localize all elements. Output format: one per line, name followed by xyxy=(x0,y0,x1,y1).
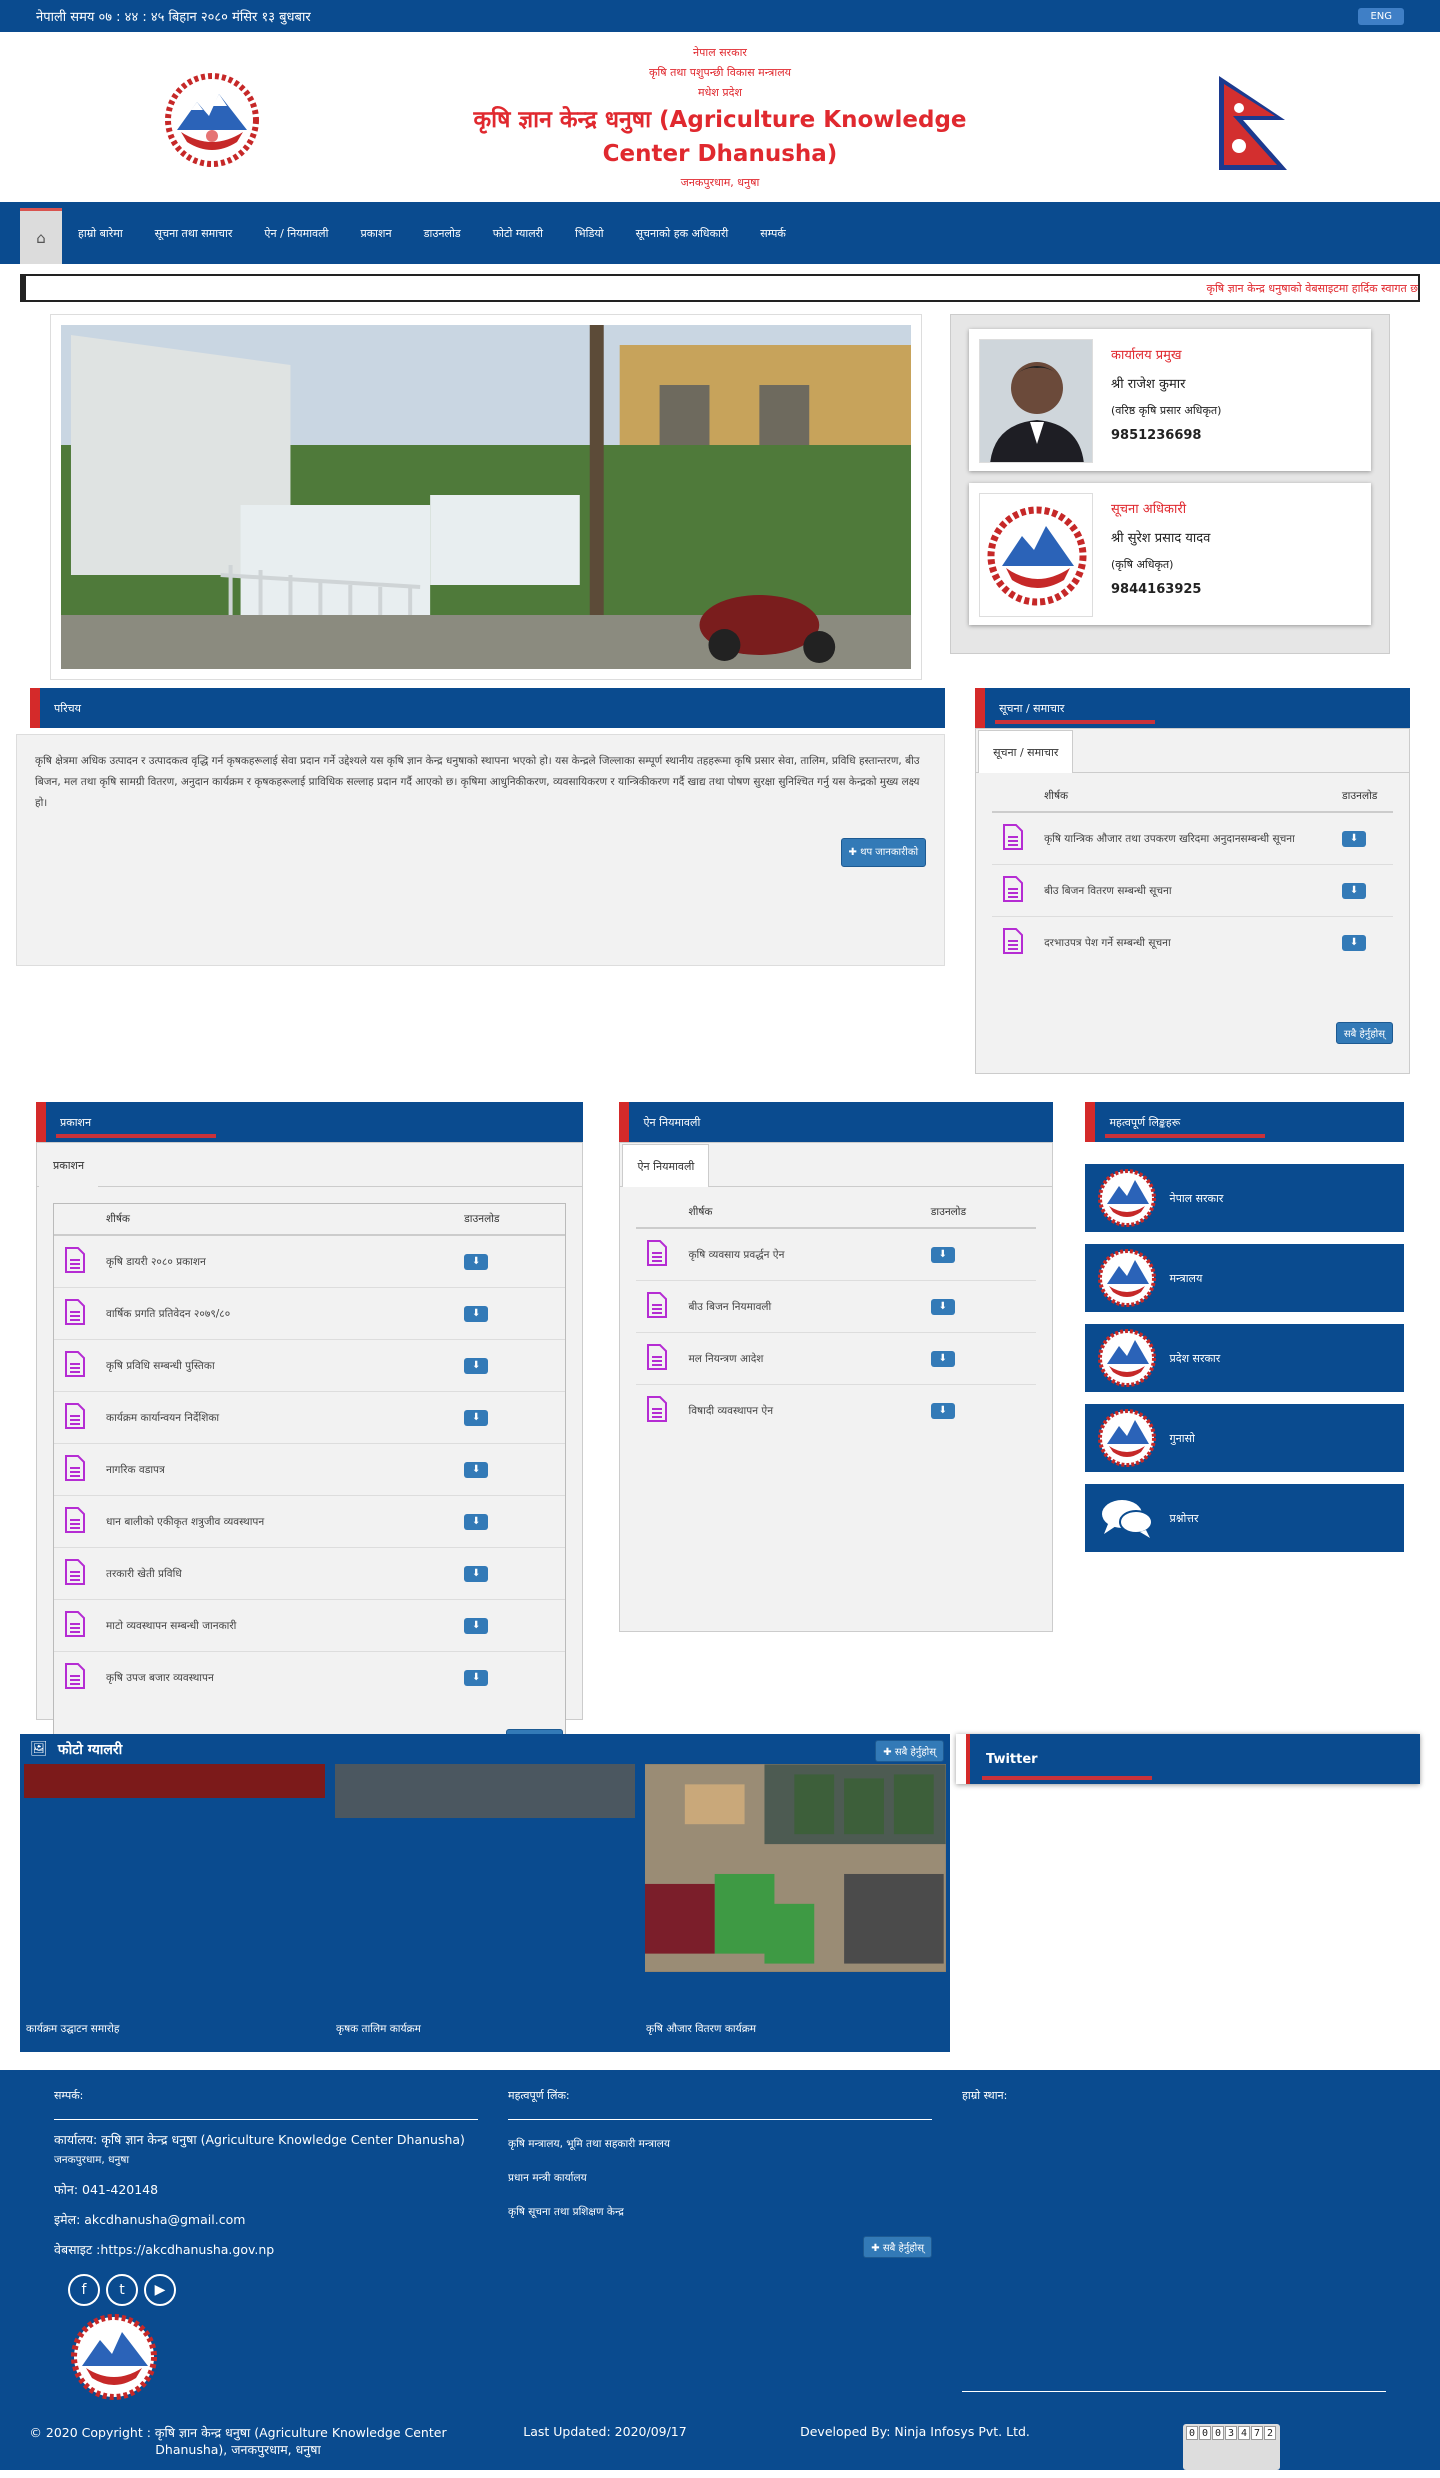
language-toggle-button[interactable]: ENG xyxy=(1358,8,1404,25)
nav-news[interactable]: सूचना तथा समाचार xyxy=(154,226,233,240)
notices-heading-text: सूचना / समाचार xyxy=(999,701,1065,715)
image-slider[interactable] xyxy=(50,314,922,680)
table-row xyxy=(54,1548,565,1600)
document-icon xyxy=(1002,875,1024,903)
column-download: डाउनलोड xyxy=(1332,781,1393,812)
publication-title[interactable]: कृषि उपज बजार व्यवस्थापन xyxy=(96,1652,454,1704)
table-row xyxy=(992,812,1393,865)
staff-position: (कृषि अधिकृत) xyxy=(1111,558,1174,571)
staff-phone: 9851236698 xyxy=(1111,428,1202,443)
nav-downloads[interactable]: डाउनलोड xyxy=(423,226,461,240)
staff-name: श्री सुरेश प्रसाद यादव xyxy=(1111,531,1211,546)
intro-heading-text: परिचय xyxy=(54,701,81,715)
quick-links-heading-text: महत्वपूर्ण लिङ्कहरू xyxy=(1109,1115,1181,1129)
publication-title[interactable]: धान बालीको एकीकृत शत्रुजीव व्यवस्थापन xyxy=(96,1496,454,1548)
staff-role: सूचना अधिकारी xyxy=(1111,502,1187,517)
footer-office: कार्यालय: कृषि ज्ञान केन्द्र धनुषा (Agriculture Knowledge Center Dhanusha) xyxy=(54,2132,465,2147)
photo-gallery xyxy=(20,1734,950,2052)
intro-body xyxy=(16,734,945,966)
quick-link-item[interactable] xyxy=(1085,1324,1404,1392)
table-row xyxy=(54,1288,565,1340)
staff-emblem xyxy=(979,493,1093,617)
footer-map-heading: हाम्रो स्थान: xyxy=(962,2089,1008,2102)
table-row xyxy=(54,1235,565,1288)
news-ticker xyxy=(20,274,1420,302)
publication-title[interactable]: वार्षिक प्रगति प्रतिवेदन २०७९/८० xyxy=(96,1288,454,1340)
quick-link-item[interactable] xyxy=(1085,1244,1404,1312)
notices-all-button[interactable]: सबै हेर्नुहोस् xyxy=(1336,1022,1393,1044)
gallery-thumbnail[interactable] xyxy=(645,1764,946,1972)
table-row xyxy=(636,1228,1036,1281)
table-row xyxy=(54,1496,565,1548)
facebook-icon[interactable]: f xyxy=(68,2274,100,2306)
emblem-icon xyxy=(1093,1164,1161,1232)
chat-bubbles-icon xyxy=(1093,1484,1161,1552)
counter-digit: 2 xyxy=(1264,2426,1276,2440)
twitter-icon[interactable]: t xyxy=(106,2274,138,2306)
counter-digit: 7 xyxy=(1251,2426,1263,2440)
document-icon xyxy=(646,1343,668,1371)
document-icon xyxy=(64,1298,86,1326)
quick-link-item[interactable] xyxy=(1085,1164,1404,1232)
nav-video[interactable]: भिडियो xyxy=(575,226,604,240)
column-title: शीर्षक xyxy=(1034,781,1332,812)
download-icon[interactable]: ⬇ xyxy=(931,1299,955,1315)
quick-link-label: गुनासो xyxy=(1169,1431,1195,1445)
act-title[interactable]: कृषि व्यवसाय प्रवर्द्धन ऐन xyxy=(678,1228,920,1281)
document-icon xyxy=(646,1239,668,1267)
publication-title[interactable]: कृषि डायरी २०८० प्रकाशन xyxy=(96,1235,454,1288)
table-row xyxy=(992,865,1393,917)
document-icon xyxy=(1002,823,1024,851)
intro-more-button[interactable]: ✚ थप जानकारीको xyxy=(841,838,927,867)
column-title: शीर्षक xyxy=(96,1204,454,1235)
publication-title[interactable]: तरकारी खेती प्रविधि xyxy=(96,1548,454,1600)
table-row xyxy=(54,1600,565,1652)
publication-title[interactable]: कार्यक्रम कार्यान्वयन निर्देशिका xyxy=(96,1392,454,1444)
staff-card xyxy=(969,483,1371,625)
footer-links-heading: महत्वपूर्ण लिंक: xyxy=(508,2082,932,2120)
tab-notices[interactable]: सूचना / समाचार xyxy=(978,730,1073,773)
document-icon xyxy=(64,1558,86,1586)
table-row xyxy=(54,1652,565,1704)
publications-heading-text: प्रकाशन xyxy=(60,1115,92,1129)
nav-info-officer[interactable]: सूचनाको हक अधिकारी xyxy=(635,226,729,240)
notices-table xyxy=(992,781,1393,968)
map-embed[interactable] xyxy=(962,2120,1386,2392)
gallery-caption: कृषि औजार वितरण कार्यक्रम xyxy=(646,2023,757,2035)
copyright: © 2020 Copyright : कृषि ज्ञान केन्द्र धनुषा (Agriculture Knowledge Center Dhanusha), जनकपुरधाम, धनुषा xyxy=(29,2425,447,2457)
date-time: नेपाली समय ०७ : ४४ : ४५ बिहान २०८० मंसिर १३ बुधबार xyxy=(36,10,311,25)
document-icon xyxy=(64,1350,86,1378)
gallery-thumbnail[interactable] xyxy=(335,1764,636,1818)
staff-photo xyxy=(979,339,1093,463)
nav-acts[interactable]: ऐन / नियमावली xyxy=(264,226,329,240)
visitor-counter xyxy=(1183,2424,1280,2470)
document-icon xyxy=(1002,927,1024,955)
notice-title[interactable]: कृषि यान्त्रिक औजार तथा उपकरण खरिदमा अनुदानसम्बन्धी सूचना xyxy=(1034,812,1332,865)
quick-link-item[interactable] xyxy=(1085,1404,1404,1472)
download-icon[interactable]: ⬇ xyxy=(931,1351,955,1367)
youtube-icon[interactable]: ▶ xyxy=(144,2274,176,2306)
footer-contact-heading: सम्पर्क: xyxy=(54,2082,478,2120)
emblem-icon xyxy=(1093,1404,1161,1472)
footer-links-all-button[interactable]: ✚ सबै हेर्नुहोस् xyxy=(863,2236,932,2258)
document-icon xyxy=(64,1610,86,1638)
download-icon[interactable]: ⬇ xyxy=(464,1566,488,1582)
emblem-icon xyxy=(1093,1324,1161,1392)
office-photo xyxy=(61,325,911,669)
government-emblem-logo xyxy=(157,72,267,168)
download-icon[interactable]: ⬇ xyxy=(464,1514,488,1530)
counter-digit: 0 xyxy=(1199,2426,1211,2440)
column-download: डाउनलोड xyxy=(921,1197,1037,1228)
publication-title[interactable]: कृषि प्रविधि सम्बन्धी पुस्तिका xyxy=(96,1340,454,1392)
quick-link-label: मन्त्रालय xyxy=(1169,1271,1203,1285)
counter-digit: 3 xyxy=(1225,2426,1237,2440)
last-updated: Last Updated: 2020/09/17 xyxy=(523,2424,687,2439)
download-icon[interactable]: ⬇ xyxy=(931,1403,955,1419)
document-icon xyxy=(646,1291,668,1319)
twitter-heading-text: Twitter xyxy=(986,1751,1038,1767)
document-icon xyxy=(64,1402,86,1430)
staff-role: कार्यालय प्रमुख xyxy=(1111,348,1182,363)
quick-link-label: नेपाल सरकार xyxy=(1169,1191,1224,1205)
gallery-caption: कार्यक्रम उद्घाटन समारोह xyxy=(26,2023,120,2035)
twitter-widget-heading xyxy=(956,1734,1420,1784)
notice-title[interactable]: दरभाउपत्र पेश गर्ने सम्बन्धी सूचना xyxy=(1034,917,1332,969)
document-icon xyxy=(64,1246,86,1274)
acts-heading-text: ऐन नियमावली xyxy=(643,1115,701,1129)
footer-address: जनकपुरधाम, धनुषा xyxy=(54,2154,130,2166)
gallery-caption: कृषक तालिम कार्यक्रम xyxy=(336,2023,421,2035)
emblem-icon xyxy=(1093,1244,1161,1312)
act-title[interactable]: मल नियन्त्रण आदेश xyxy=(678,1333,920,1385)
table-row xyxy=(636,1385,1036,1437)
table-row xyxy=(54,1392,565,1444)
office-title: कृषि ज्ञान केन्द्र धनुषा (Agriculture Knowledge Center Dhanusha) xyxy=(473,106,967,167)
image-icon: 🖼 xyxy=(30,1741,48,1757)
intro-more-label: थप जानकारीको xyxy=(860,847,919,858)
download-icon[interactable]: ⬇ xyxy=(464,1618,488,1634)
quick-link-label: प्रश्नोत्तर xyxy=(1169,1511,1199,1525)
gallery-all-label: सबै हेर्नुहोस् xyxy=(894,1747,936,1758)
table-row xyxy=(992,917,1393,969)
staff-panel xyxy=(950,314,1390,654)
footer-link[interactable]: कृषि सूचना तथा प्रशिक्षण केन्द्र xyxy=(508,2206,624,2218)
gallery-all-button[interactable]: ✚ सबै हेर्नुहोस् xyxy=(875,1740,944,1762)
acts-table xyxy=(636,1197,1036,1436)
publications-table xyxy=(54,1204,565,1703)
notice-title[interactable]: बीउ बिजन वितरण सम्बन्धी सूचना xyxy=(1034,865,1332,917)
footer-link[interactable]: प्रधान मन्त्री कार्यालय xyxy=(508,2172,587,2184)
office-address: जनकपुरधाम, धनुषा xyxy=(680,175,760,189)
counter-digit: 0 xyxy=(1186,2426,1198,2440)
document-icon xyxy=(64,1662,86,1690)
counter-digit: 0 xyxy=(1212,2426,1224,2440)
download-icon[interactable]: ⬇ xyxy=(464,1410,488,1426)
nav-publications[interactable]: प्रकाशन xyxy=(360,226,392,240)
table-row xyxy=(636,1333,1036,1385)
table-row xyxy=(54,1340,565,1392)
download-icon[interactable]: ⬇ xyxy=(464,1306,488,1322)
publication-title[interactable]: माटो व्यवस्थापन सम्बन्धी जानकारी xyxy=(96,1600,454,1652)
document-icon xyxy=(64,1506,86,1534)
site-footer xyxy=(0,2070,1440,2470)
staff-card xyxy=(969,329,1371,471)
table-row xyxy=(54,1444,565,1496)
download-icon[interactable]: ⬇ xyxy=(1342,935,1366,951)
notices-heading xyxy=(975,688,1410,728)
act-title[interactable]: विषादी व्यवस्थापन ऐन xyxy=(678,1385,920,1437)
top-bar xyxy=(0,0,1440,32)
download-icon[interactable]: ⬇ xyxy=(464,1358,488,1374)
counter-digit: 4 xyxy=(1238,2426,1250,2440)
download-icon[interactable]: ⬇ xyxy=(1342,831,1366,847)
main-navigation xyxy=(0,202,1440,264)
tab-acts[interactable]: ऐन नियमावली xyxy=(622,1144,709,1187)
acts-heading xyxy=(619,1102,1053,1142)
document-icon xyxy=(64,1454,86,1482)
gallery-heading: फोटो ग्यालरी xyxy=(57,1741,123,1758)
header-line-province: मधेश प्रदेश xyxy=(698,85,742,99)
nepal-flag-icon xyxy=(1215,74,1291,174)
header-line-ministry: कृषि तथा पशुपन्छी विकास मन्त्रालय xyxy=(648,65,792,79)
header-line-government: नेपाल सरकार xyxy=(693,45,747,59)
publications-heading xyxy=(36,1102,583,1142)
news-ticker-text[interactable]: कृषि ज्ञान केन्द्र धनुषाको वेबसाइटमा हार्दिक स्वागत छ xyxy=(1206,282,1418,295)
nav-contact[interactable]: सम्पर्क xyxy=(760,226,786,240)
quick-link-label: प्रदेश सरकार xyxy=(1169,1351,1221,1365)
site-header xyxy=(135,32,1305,200)
quick-link-item[interactable] xyxy=(1085,1484,1404,1552)
document-icon xyxy=(646,1395,668,1423)
tab-publications[interactable]: प्रकाशन xyxy=(39,1144,98,1187)
act-title[interactable]: बीउ बिजन नियमावली xyxy=(678,1281,920,1333)
staff-position: (वरिष्ठ कृषि प्रसार अधिकृत) xyxy=(1111,404,1222,417)
footer-link[interactable]: कृषि मन्त्रालय, भूमि तथा सहकारी मन्त्रालय xyxy=(508,2138,670,2150)
footer-emblem-logo xyxy=(64,2312,164,2402)
footer-website[interactable]: वेबसाइट :https://akcdhanusha.gov.np xyxy=(54,2242,275,2257)
footer-email[interactable]: इमेल: akcdhanusha@gmail.com xyxy=(54,2212,246,2227)
developer-credit[interactable]: Developed By: Ninja Infosys Pvt. Ltd. xyxy=(800,2424,1030,2439)
staff-name: श्री राजेश कुमार xyxy=(1111,377,1186,392)
staff-phone: 9844163925 xyxy=(1111,582,1202,597)
download-icon[interactable]: ⬇ xyxy=(464,1670,488,1686)
nav-gallery[interactable]: फोटो ग्यालरी xyxy=(492,226,544,240)
footer-links-all-label: सबै हेर्नुहोस् xyxy=(882,2243,924,2254)
intro-heading xyxy=(30,688,945,728)
download-icon[interactable]: ⬇ xyxy=(464,1462,488,1478)
download-icon[interactable]: ⬇ xyxy=(931,1247,955,1263)
download-icon[interactable]: ⬇ xyxy=(1342,883,1366,899)
table-row xyxy=(636,1281,1036,1333)
column-download: डाउनलोड xyxy=(454,1204,565,1235)
nav-about[interactable]: हाम्रो बारेमा xyxy=(78,226,123,240)
home-icon[interactable]: ⌂ xyxy=(20,208,62,264)
column-title: शीर्षक xyxy=(678,1197,920,1228)
intro-text: कृषि क्षेत्रमा अधिक उत्पादन र उत्पादकत्व वृद्धि गर्न कृषकहरूलाई सेवा प्रदान गर्ने उद्देश्यले यस कृषि ज्ञान केन्द्र धनुषाको स्थापना भएको हो। यस केन्द्रले जिल्लाका सम्पूर्ण स्थानीय तहहरूमा कृषि प्रसार सेवा, तालिम, प्रविधि हस्तान्तरण, बीउ बिजन, मल तथा कृषि सामग्री वितरण, अनुदान कार्यक्रम र कृषकहरूलाई प्राविधिक सल्लाह प्रदान गर्दै आएको छ। कृषिमा आधुनिकीकरण, व्यवसायिकरण र यान्त्रिकीकरण गर्दै खाद्य तथा पोषण सुरक्षा सुनिश्चित गर्नु यस केन्द्रको मुख्य लक्ष्य हो। xyxy=(35,755,920,809)
footer-phone: फोन: 041-420148 xyxy=(54,2182,159,2197)
publication-title[interactable]: नागरिक वडापत्र xyxy=(96,1444,454,1496)
download-icon[interactable]: ⬇ xyxy=(464,1254,488,1270)
gallery-thumbnail[interactable] xyxy=(24,1764,325,1798)
quick-links-heading xyxy=(1085,1102,1404,1142)
